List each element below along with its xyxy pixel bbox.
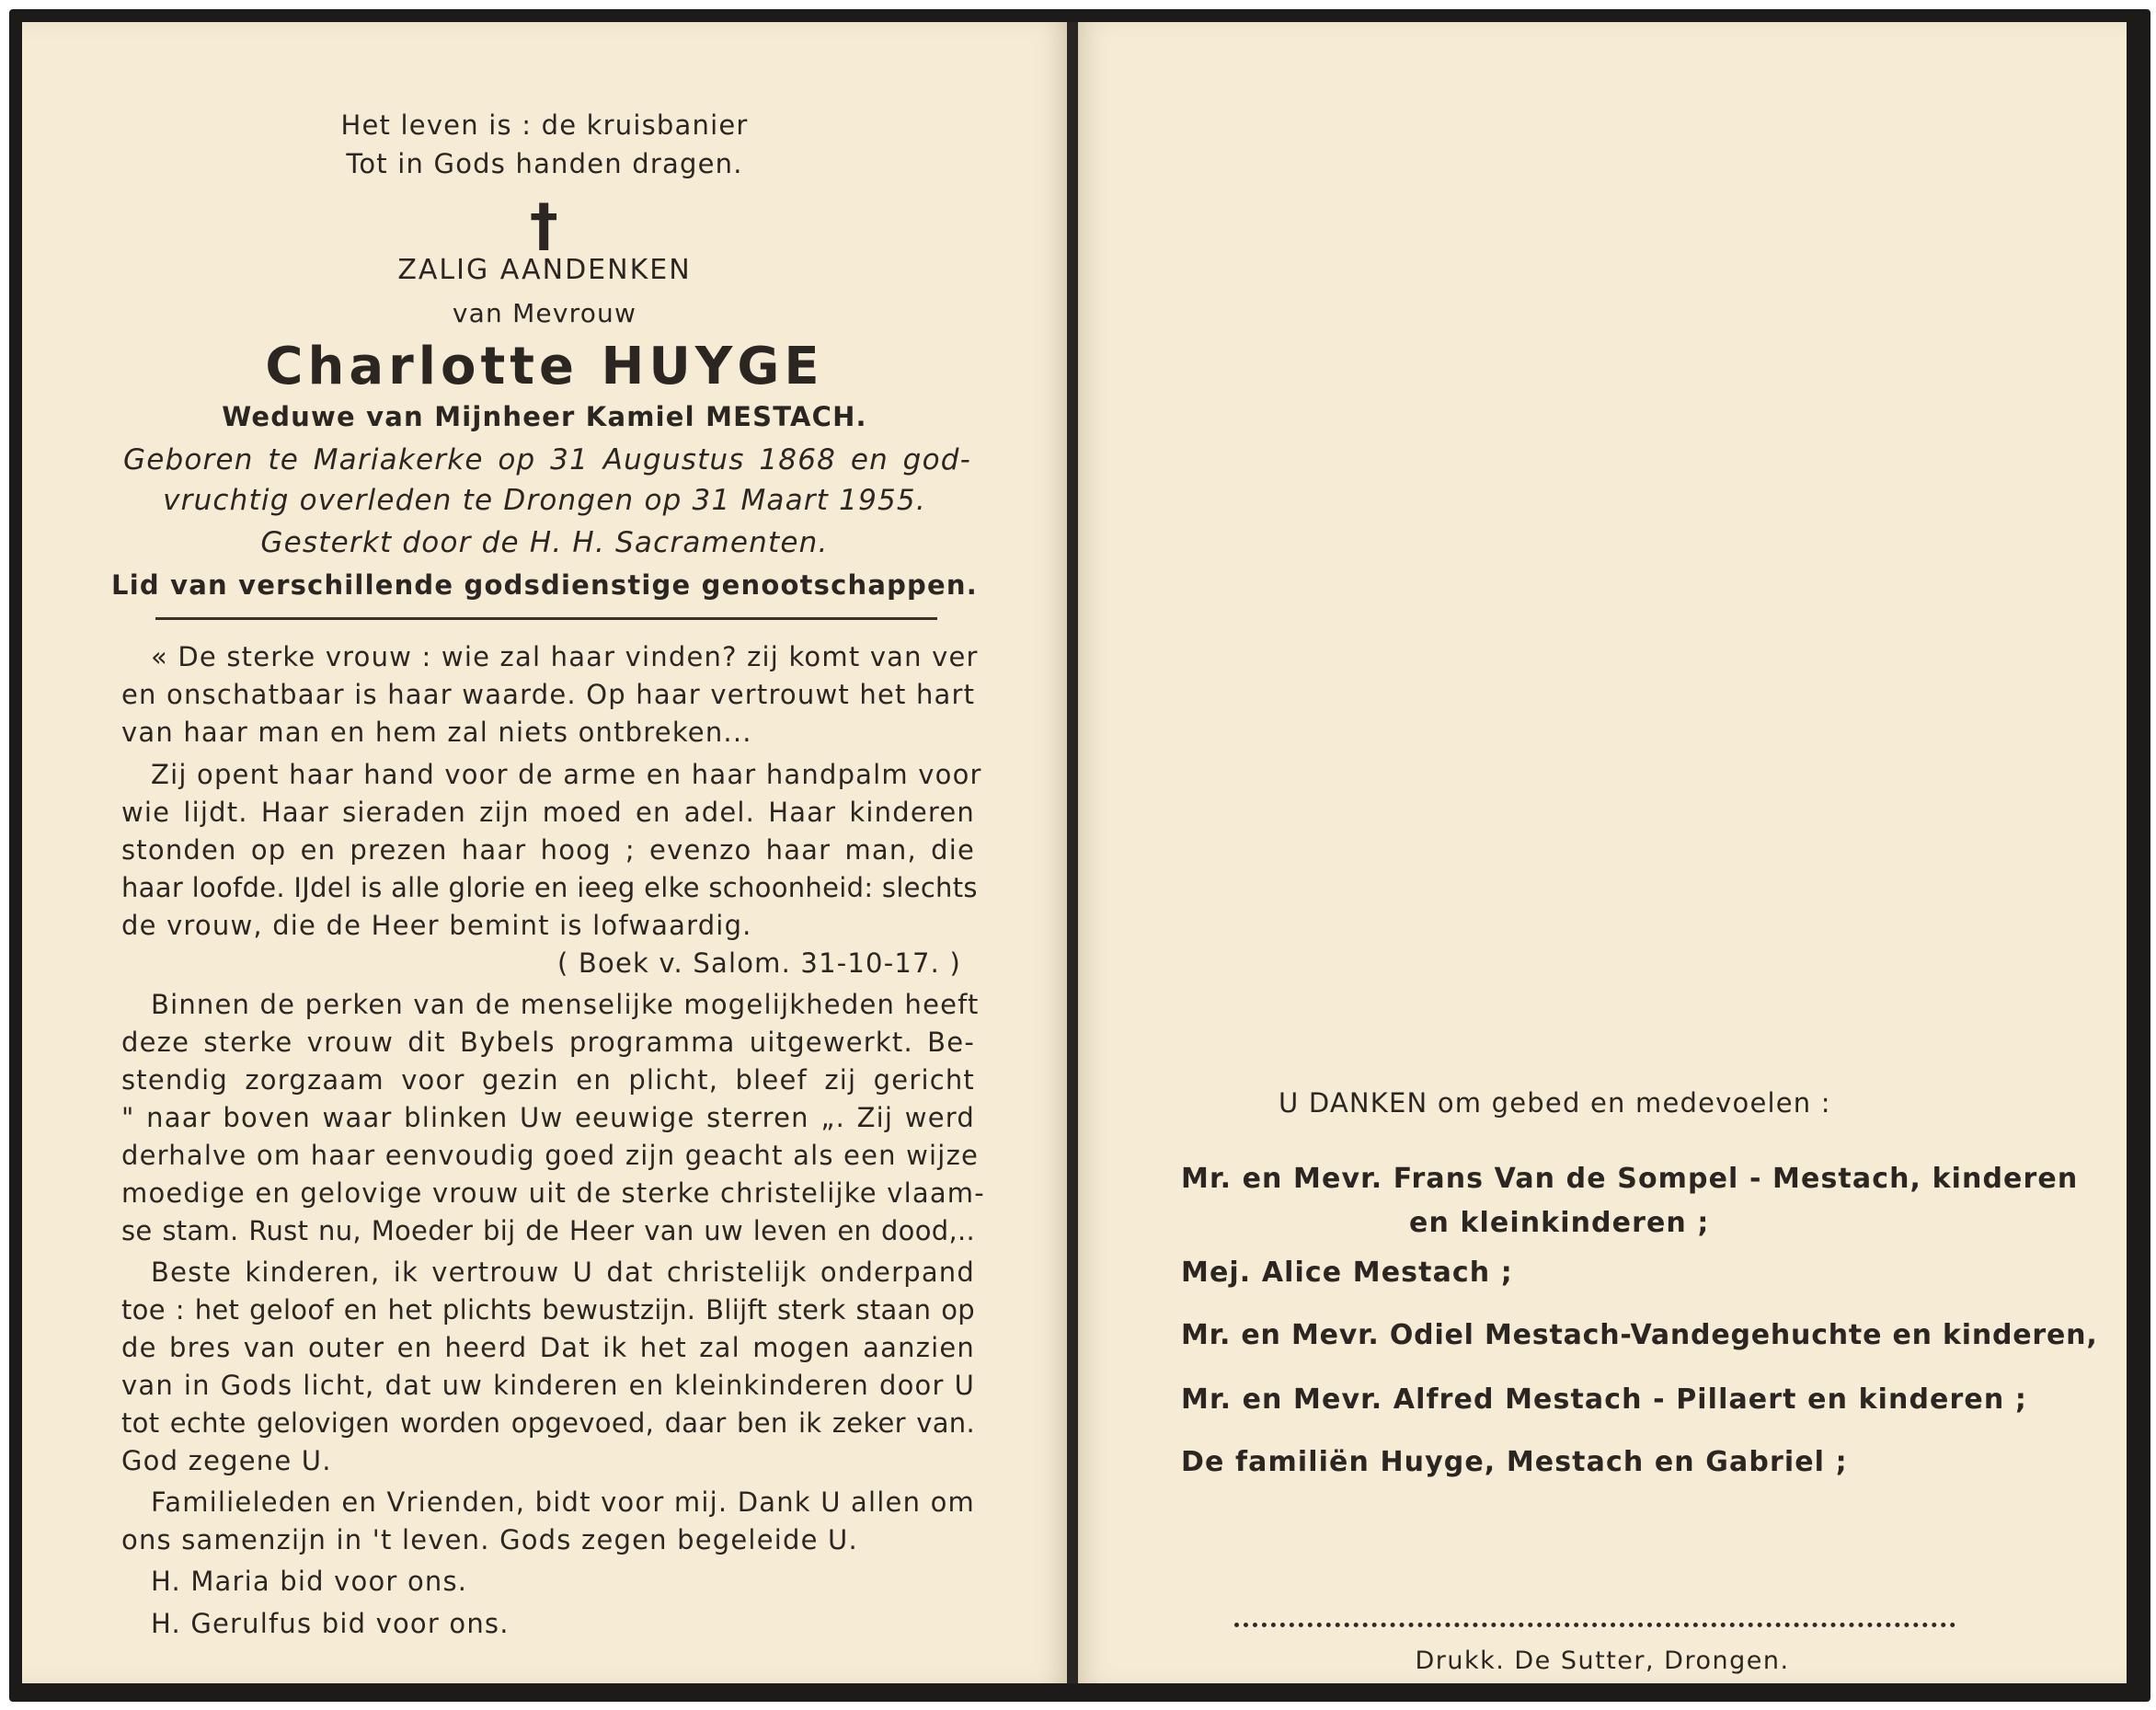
scripture-reference: ( Boek v. Salom. 31-10-17. ) (557, 947, 962, 979)
body-line: stonden op en prezen haar hoog ; evenzo haar man, die (121, 834, 975, 866)
body-line: " naar boven waar blinken Uw eeuwige sterren „. Zij werd (121, 1102, 975, 1133)
membership-line: Lid van verschillende godsdienstige genootschappen. (111, 569, 978, 601)
body-line: Binnen de perken van de menselijke mogelijkheden heeft (151, 989, 980, 1020)
thanks-line: De familiën Huyge, Mestach en Gabriel ; (1181, 1446, 1848, 1478)
thanks-line: Mr. en Mevr. Alfred Mestach - Pillaert en kinderen ; (1181, 1383, 2027, 1416)
body-line: deze sterke vrouw dit Bybels programma uitgewerkt. Be- (121, 1027, 975, 1058)
body-line: haar loofde. IJdel is alle glorie en ieeg elke schoonheid: slechts (121, 872, 978, 903)
body-line: tot echte gelovigen worden opgevoed, daar ben ik zeker van. (121, 1407, 975, 1439)
cross-icon: † (529, 191, 560, 258)
prayer-line: H. Maria bid voor ons. (151, 1566, 468, 1597)
thanks-intro: U DANKEN om gebed en medevoelen : (1279, 1087, 1831, 1119)
thanks-line: Mej. Alice Mestach ; (1181, 1257, 1513, 1289)
right-page (1078, 22, 2127, 1683)
motto-line-2: Tot in Gods handen dragen. (346, 148, 743, 179)
prayer-line: H. Gerulfus bid voor ons. (151, 1608, 510, 1639)
body-line: stendig zorgzaam voor gezin en plicht, bleef zij gericht (121, 1064, 975, 1096)
heading: ZALIG AANDENKEN (397, 254, 692, 286)
body-line: toe : het geloof en het plichts bewustzijn. Blijft sterk staan op (121, 1294, 975, 1326)
body-line: derhalve om haar eenvoudig goed zijn geacht als een wijze (121, 1140, 980, 1171)
card-fold (1067, 22, 1078, 1683)
deceased-name: Charlotte HUYGE (265, 337, 824, 396)
sacraments-line: Gesterkt door de H. H. Sacramenten. (260, 526, 829, 559)
body-line: van haar man en hem zal niets ontbreken... (121, 717, 752, 748)
body-line: Beste kinderen, ik vertrouw U dat christelijk onderpand (151, 1257, 975, 1288)
birth-line-1: Geboren te Mariakerke op 31 Augustus 1868 en god- (123, 443, 971, 476)
body-line: wie lijdt. Haar sieraden zijn moed en adel. Haar kinderen (121, 797, 975, 828)
body-line: van in Gods licht, dat uw kinderen en kleinkinderen door U (121, 1370, 975, 1401)
divider (155, 617, 937, 620)
widow-line: Weduwe van Mijnheer Kamiel MESTACH. (222, 401, 867, 432)
body-line: « De sterke vrouw : wie zal haar vinden? zij komt van ver (151, 641, 979, 672)
title-prefix: van Mevrouw (452, 298, 637, 328)
body-line: Familieleden en Vrienden, bidt voor mij. Dank U allen om (151, 1486, 975, 1518)
dotted-separator (1234, 1623, 1955, 1627)
body-line: God zegene U. (121, 1445, 332, 1476)
printer-credit: Drukk. De Sutter, Drongen. (1415, 1647, 1790, 1675)
left-page (22, 22, 1067, 1683)
thanks-line: en kleinkinderen ; (1409, 1207, 1710, 1239)
thanks-line: Mr. en Mevr. Frans Van de Sompel - Mestach, kinderen (1181, 1163, 2079, 1195)
thanks-line: Mr. en Mevr. Odiel Mestach-Vandegehuchte en kinderen, (1181, 1319, 2098, 1351)
body-line: Zij opent haar hand voor de arme en haar handpalm voor (151, 759, 982, 790)
body-line: en onschatbaar is haar waarde. Op haar vertrouwt het hart (121, 679, 976, 710)
body-line: moedige en gelovige vrouw uit de sterke christelijke vlaam- (121, 1177, 985, 1209)
motto-line-1: Het leven is : de kruisbanier (340, 109, 749, 141)
body-line: de vrouw, die de Heer bemint is lofwaardig. (121, 910, 752, 941)
birth-line-2: vruchtig overleden te Drongen op 31 Maart 1955. (163, 484, 926, 517)
body-line: de bres van outer en heerd Dat ik het zal mogen aanzien (121, 1332, 975, 1363)
body-line: ons samenzijn in 't leven. Gods zegen begeleide U. (121, 1524, 858, 1555)
body-line: se stam. Rust nu, Moeder bij de Heer van uw leven en dood,.. (121, 1215, 975, 1246)
